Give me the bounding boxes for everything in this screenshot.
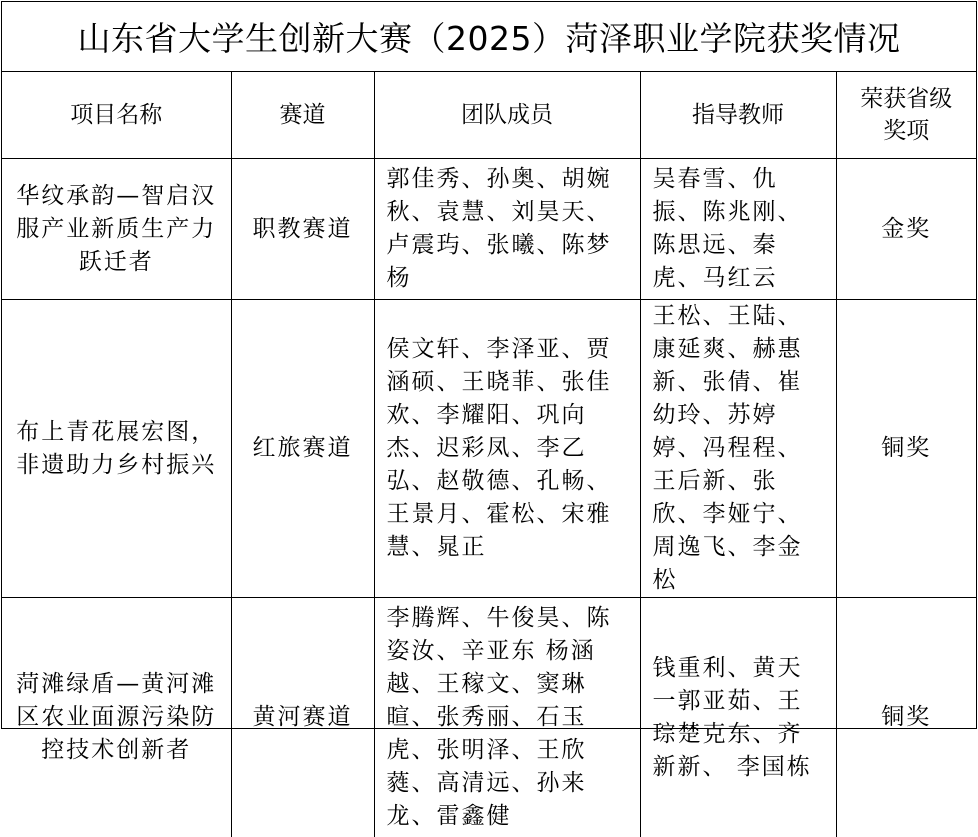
teachers-cell: 钱重利、黄天一郭亚茹、王琮楚克东、齐新新、 李国栋 — [640, 598, 836, 837]
project-name-cell: 布上青花展宏图，非遗助力乡村振兴 — [2, 300, 231, 598]
table-row — [2, 598, 976, 837]
members-cell: 侯文轩、李泽亚、贾涵硕、王晓菲、张佳欢、李耀阳、巩向杰、迟彩凤、李乙弘、赵敬德、孔畅、王景月、霍松、宋雅慧、晁正 — [374, 300, 640, 598]
track-cell: 职教赛道 — [231, 159, 374, 300]
header-track: 赛道 — [231, 72, 374, 159]
table-row — [2, 300, 976, 598]
track-cell: 黄河赛道 — [231, 598, 374, 837]
members-cell: 李腾辉、牛俊昊、陈姿汝、辛亚东 杨涵越、王稼文、窦琳暄、张秀丽、石玉虎、张明泽、王欣蕤、高清远、孙来龙、雷鑫健 — [374, 598, 640, 837]
project-name-cell: 华纹承韵—智启汉服产业新质生产力跃迁者 — [2, 159, 231, 300]
table-header-row — [2, 72, 976, 159]
table-row — [2, 159, 976, 300]
project-name-cell: 菏滩绿盾—黄河滩区农业面源污染防控技术创新者 — [2, 598, 231, 837]
award-cell: 铜奖 — [836, 598, 976, 837]
header-teachers: 指导教师 — [640, 72, 836, 159]
header-award — [836, 72, 976, 159]
award-cell: 金奖 — [836, 159, 976, 300]
header-members: 团队成员 — [374, 72, 640, 159]
header-project: 项目名称 — [2, 72, 231, 159]
track-cell: 红旅赛道 — [231, 300, 374, 598]
page-title: 山东省大学生创新大赛（2025）菏泽职业学院获奖情况 — [2, 2, 976, 72]
awards-table — [2, 72, 976, 837]
teachers-cell: 王松、王陆、康延爽、赫惠新、张倩、崔幼玲、苏婷婷、冯程程、王后新、张欣、李娅宁、周逸飞、李金松 — [640, 300, 836, 598]
members-cell: 郭佳秀、孙奥、胡婉秋、袁慧、刘昊天、卢震玙、张曦、陈梦杨 — [374, 159, 640, 300]
award-table-document — [1, 1, 977, 729]
award-cell: 铜奖 — [836, 300, 976, 598]
header-award-label: 荣获省级奖项 — [837, 83, 977, 147]
teachers-cell: 吴春雪、仇振、陈兆刚、陈思远、秦虎、马红云 — [640, 159, 836, 300]
